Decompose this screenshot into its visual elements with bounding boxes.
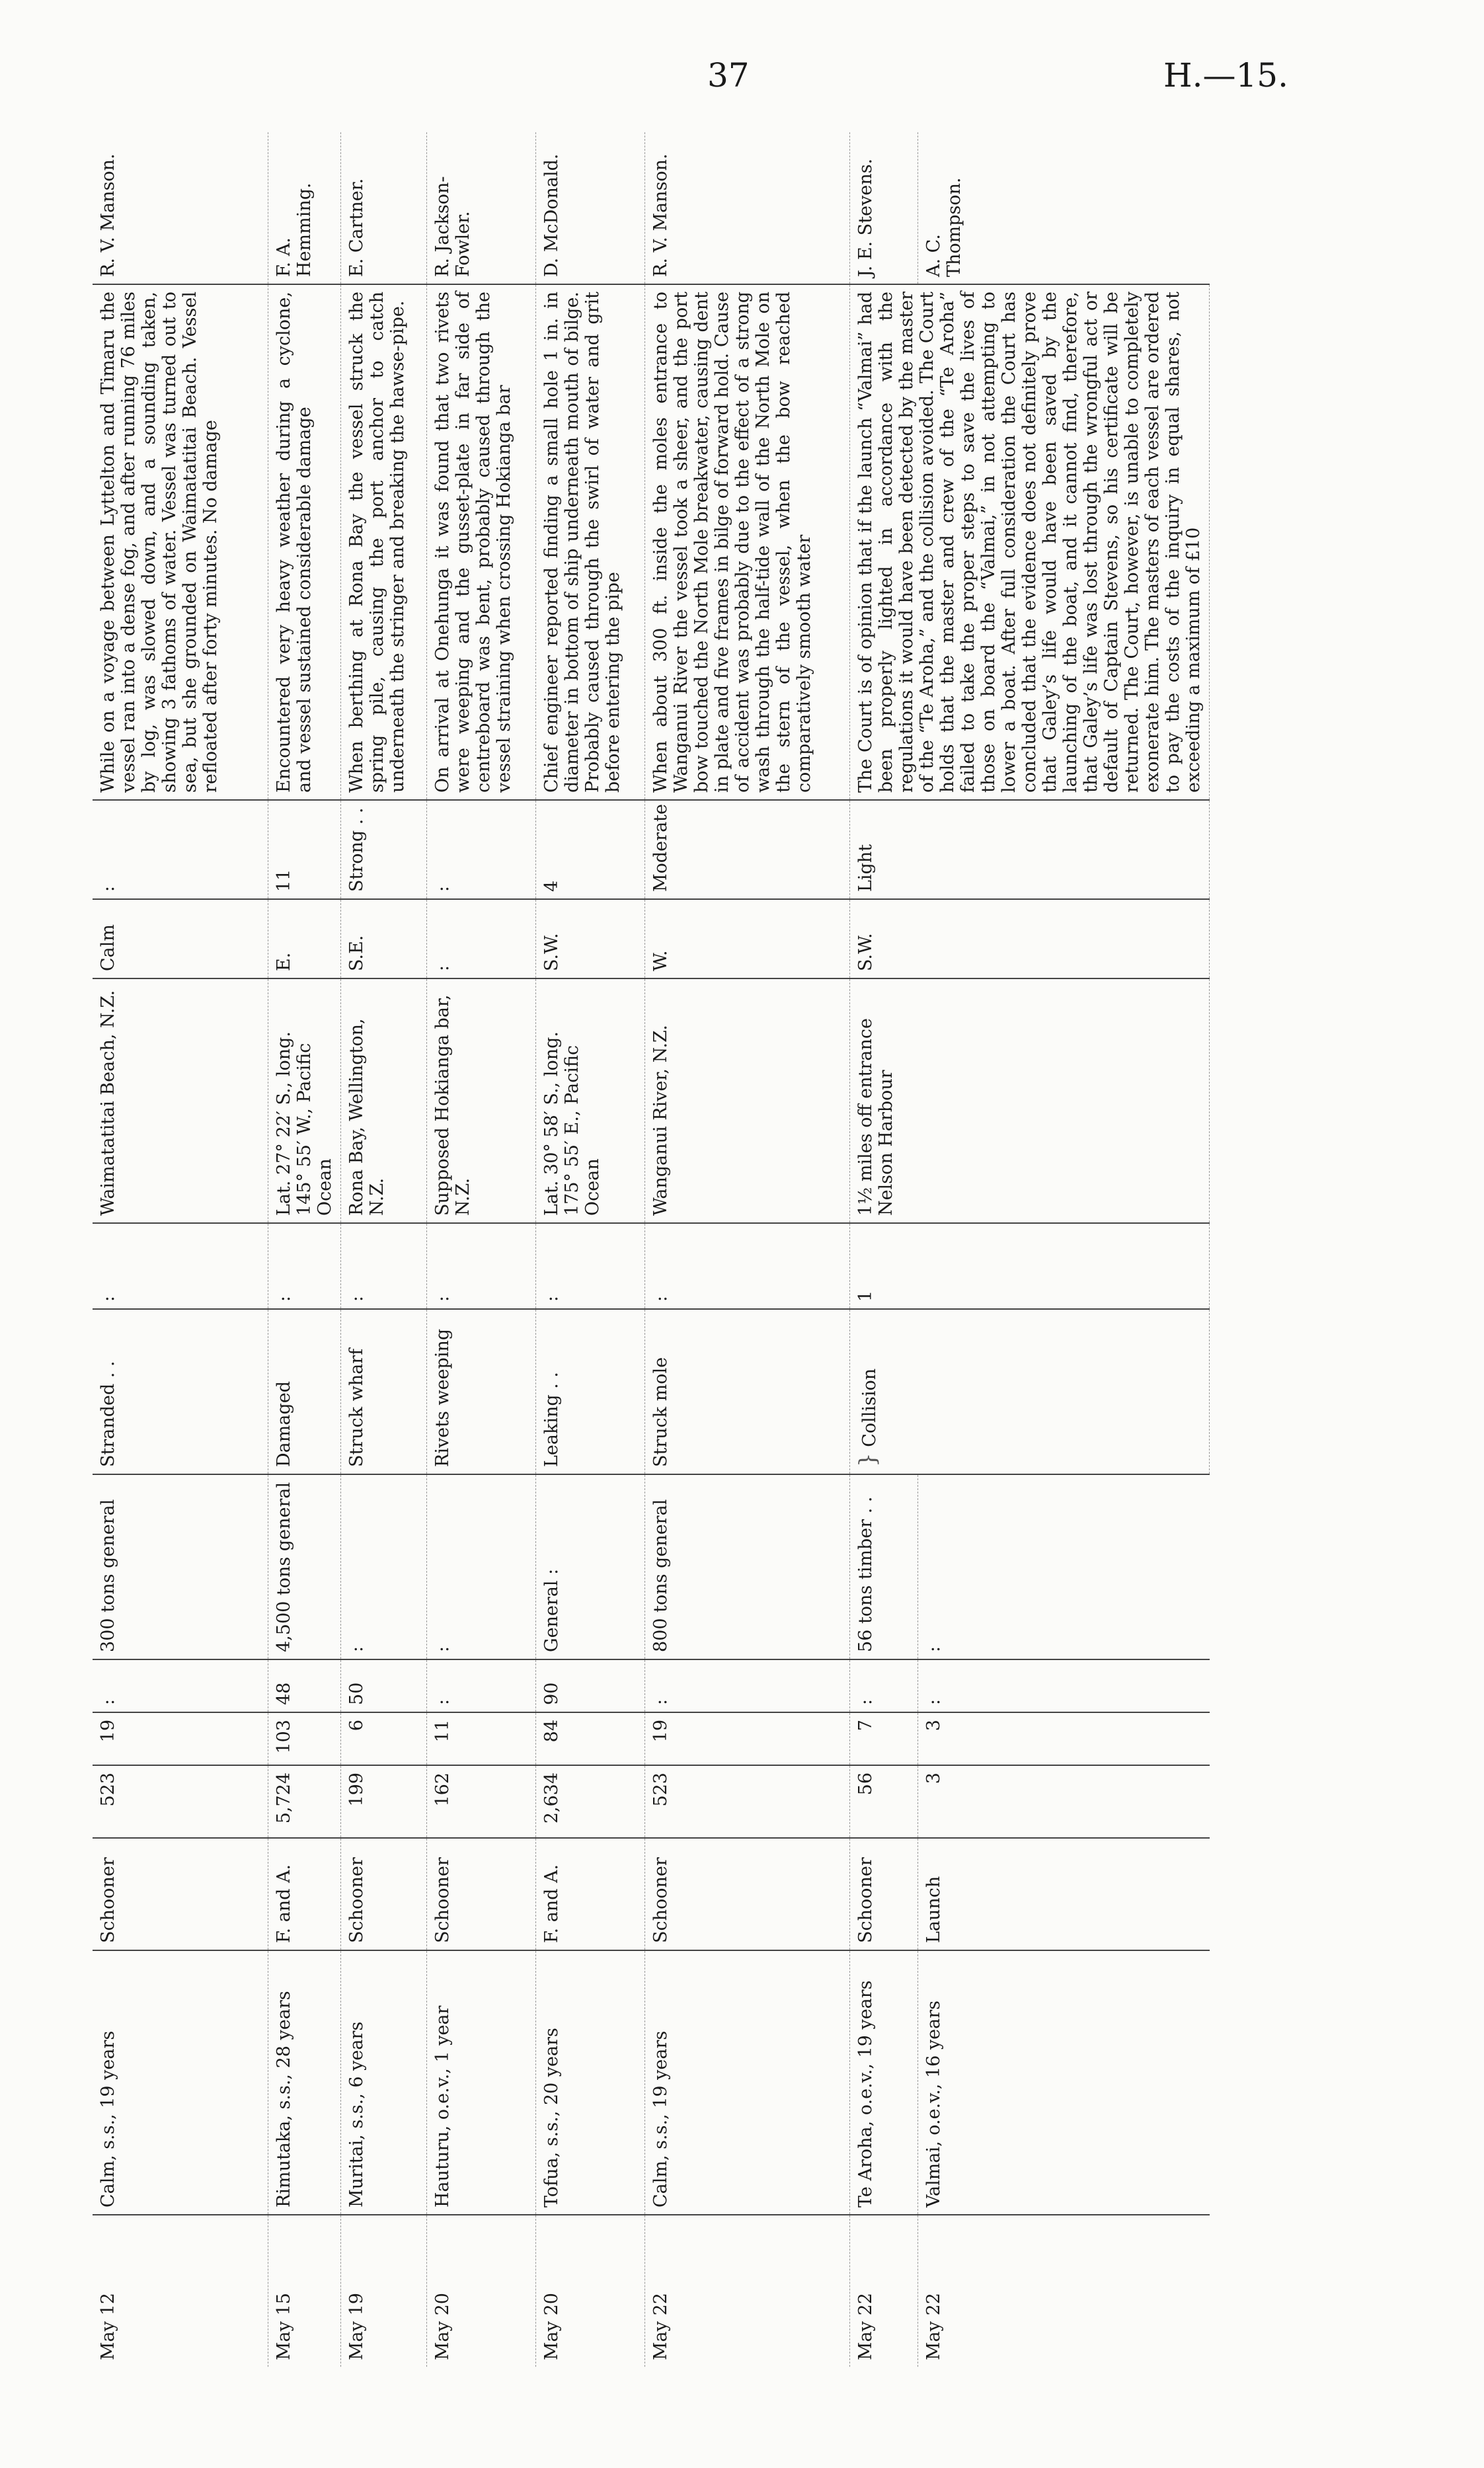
wind-cell: W. — [644, 899, 849, 978]
cargo-cell: 300 tons general — [93, 1474, 268, 1659]
wind-cell: S.E. — [340, 899, 426, 978]
tonnage-cell: 5,724 — [268, 1765, 340, 1838]
rig-cell: Schooner — [644, 1838, 849, 1950]
lives-cell: : — [93, 1223, 268, 1309]
document-reference: H.—15. — [1163, 56, 1289, 95]
vessel-cell: Calm, s.s., 19 years — [644, 1950, 849, 2215]
cargo-cell: 56 tons timber . . — [849, 1474, 918, 1659]
wind-cell: E. — [268, 899, 340, 978]
force-cell: Moderate — [644, 800, 849, 899]
officer-cell: R. Jackson-Fowler. — [426, 132, 535, 284]
collision-nature: Collision — [859, 1368, 880, 1447]
place-cell: Waimatatitai Beach, N.Z. — [93, 978, 268, 1223]
date-cell: May 12 — [93, 2215, 268, 2367]
tonnage-cell: 3 — [918, 1765, 1210, 1838]
passengers-cell: 90 — [535, 1659, 644, 1712]
rig-cell: Schooner — [426, 1838, 535, 1950]
force-cell: 11 — [268, 800, 340, 899]
vessel-cell: Valmai, o.e.v., 16 years — [918, 1950, 1210, 2215]
officer-cell: D. McDonald. — [535, 132, 644, 284]
lives-cell: : — [535, 1223, 644, 1309]
crew-cell: 11 — [426, 1712, 535, 1765]
table-row — [93, 132, 268, 2367]
officer-cell: E. Cartner. — [340, 132, 426, 284]
vessel-cell: Tofua, s.s., 20 years — [535, 1950, 644, 2215]
table-row — [849, 132, 918, 2367]
table-row — [644, 132, 849, 2367]
passengers-cell: 50 — [340, 1659, 426, 1712]
casualty-table — [93, 132, 1210, 2367]
table-row — [340, 132, 426, 2367]
crew-cell: 3 — [918, 1712, 1210, 1765]
details-cell: While on a voyage between Lyttelton and Timaru the vessel ran into a dense fog, and after running 76 miles by log, was slowed down, and a sounding taken, showing 3 fathoms of water. Vessel was turned out to sea, but she grounded on Waimatatitai Beach. Vessel refloated after forty minutes. No damage — [93, 284, 268, 800]
lives-cell: : — [426, 1223, 535, 1309]
officer-cell: R. V. Manson. — [644, 132, 849, 284]
date-cell: May 15 — [268, 2215, 340, 2367]
crew-cell: 7 — [849, 1712, 918, 1765]
table-row — [268, 132, 340, 2367]
nature-cell: Damaged — [268, 1309, 340, 1474]
collision-wind-cell: S.W. — [849, 899, 1210, 978]
wind-cell: Calm — [93, 899, 268, 978]
passengers-cell: : — [93, 1659, 268, 1712]
passengers-cell: : — [918, 1659, 1210, 1712]
tonnage-cell: 162 — [426, 1765, 535, 1838]
tonnage-cell: 199 — [340, 1765, 426, 1838]
passengers-cell: : — [426, 1659, 535, 1712]
date-cell: May 22 — [918, 2215, 1210, 2367]
details-cell: When berthing at Rona Bay the vessel struck the spring pile, causing the port anchor to catch underneath the stringer and breaking the hawse-pipe. — [340, 284, 426, 800]
date-cell: May 20 — [426, 2215, 535, 2367]
lives-cell: : — [340, 1223, 426, 1309]
officer-cell: A. C. Thompson. — [923, 177, 965, 277]
nature-cell: Struck mole — [644, 1309, 849, 1474]
nature-cell: Rivets weeping — [426, 1309, 535, 1474]
place-cell: Wanganui River, N.Z. — [644, 978, 849, 1223]
rotated-table — [93, 132, 1368, 2367]
collision-lives-cell: 1 — [849, 1223, 1210, 1309]
vessel-cell: Muritai, s.s., 6 years — [340, 1950, 426, 2215]
vessel-cell: Hauturu, o.e.v., 1 year — [426, 1950, 535, 2215]
force-cell: 4 — [535, 800, 644, 899]
casualty-table-frame — [93, 132, 1368, 2367]
vessel-cell: Calm, s.s., 19 years — [93, 1950, 268, 2215]
force-cell: : — [93, 800, 268, 899]
place-cell: Supposed Hokianga bar, N.Z. — [426, 978, 535, 1223]
tonnage-cell: 523 — [644, 1765, 849, 1838]
lives-cell: : — [268, 1223, 340, 1309]
officer-cell: J. E. Stevens. — [849, 132, 918, 284]
rig-cell: F. and A. — [535, 1838, 644, 1950]
lives-cell: : — [644, 1223, 849, 1309]
date-cell: May 20 — [535, 2215, 644, 2367]
vessel-cell: Te Aroha, o.e.v., 19 years — [849, 1950, 918, 2215]
nature-cell: Stranded . . — [93, 1309, 268, 1474]
wind-cell: : — [426, 899, 535, 978]
cargo-cell: General : — [535, 1474, 644, 1659]
cargo-cell: : — [426, 1474, 535, 1659]
place-cell: Rona Bay, Wellington, N.Z. — [340, 978, 426, 1223]
crew-cell: 103 — [268, 1712, 340, 1765]
collision-force-cell: Light — [849, 800, 1210, 899]
tonnage-cell: 523 — [93, 1765, 268, 1838]
cargo-cell: 800 tons general — [644, 1474, 849, 1659]
force-cell: Strong . . — [340, 800, 426, 899]
details-cell: Encountered very heavy weather during a cyclone, and vessel sustained considerable damage — [268, 284, 340, 800]
crew-cell: 6 — [340, 1712, 426, 1765]
page-number: 37 — [707, 56, 750, 95]
cargo-cell: : — [918, 1474, 1210, 1659]
date-cell: May 19 — [340, 2215, 426, 2367]
cargo-cell: 4,500 tons general — [268, 1474, 340, 1659]
rig-cell: F. and A. — [268, 1838, 340, 1950]
tonnage-cell: 56 — [849, 1765, 918, 1838]
tonnage-cell: 2,634 — [535, 1765, 644, 1838]
rig-cell: Schooner — [93, 1838, 268, 1950]
place-cell: Lat. 27° 22′ S., long. 145° 55′ W., Pacific Ocean — [268, 978, 340, 1223]
rig-cell: Schooner — [849, 1838, 918, 1950]
passengers-cell: 48 — [268, 1659, 340, 1712]
collision-details-cell: The Court is of opinion that if the launch “Valmai” had been properly lighted in accordance with the regulations it would have been detected by the master of the “Te Aroha,” and the collision avoided. The Court holds that the master and crew of the “Te Aroha” failed to take the proper steps to save the lives of those on board the “Valmai,” in not attempting to lower a boat. After full consideration the Court has concluded that the evidence does not definitely prove that Galey’s life would have been saved by the launching of the boat, and it cannot find, therefore, that Galey’s life was lost through the wrongful act or default of Captain Stevens, so his certificate will be returned. The Court, however, is unable to completely exonerate him. The masters of each vessel are ordered to pay the costs of the inquiry in equal shares, not exceeding a maximum of £10 — [849, 284, 1210, 800]
officer-cell: R. V. Manson. — [93, 132, 268, 284]
crew-cell: 19 — [644, 1712, 849, 1765]
date-cell: May 22 — [644, 2215, 849, 2367]
details-cell: On arrival at Onehunga it was found that two rivets were weeping and the gusset-plate in far side of centreboard was bent, probably caused through the vessel straining when crossing Hokianga bar — [426, 284, 535, 800]
nature-cell: Struck wharf — [340, 1309, 426, 1474]
wind-cell: S.W. — [535, 899, 644, 978]
rig-cell: Launch — [918, 1838, 1210, 1950]
vessel-cell: Rimutaka, s.s., 28 years — [268, 1950, 340, 2215]
table-row — [535, 132, 644, 2367]
crew-cell: 84 — [535, 1712, 644, 1765]
date-cell: May 22 — [849, 2215, 918, 2367]
details-cell: Chief engineer reported finding a small hole 1 in. in diameter in bottom of ship underneath mouth of bilge. Probably caused through the swirl of water and grit before entering the pipe — [535, 284, 644, 800]
details-cell: When about 300 ft. inside the moles entrance to Wanganui River the vessel took a sheer, and the port bow touched the North Mole breakwater, causing dent in plate and five frames in bilge of forward hold. Cause of accident was probably due to the effect of a strong wash through the half-tide wall of the North Mole on the stern of the vessel, when the bow reached comparatively smooth water — [644, 284, 849, 800]
collision-nature-cell — [849, 1309, 1210, 1474]
passengers-cell: : — [849, 1659, 918, 1712]
brace-icon: } — [854, 1453, 881, 1467]
officer-cell: F. A. Hemming. — [268, 132, 340, 284]
crew-cell: 19 — [93, 1712, 268, 1765]
force-cell: : — [426, 800, 535, 899]
passengers-cell: : — [644, 1659, 849, 1712]
table-row — [426, 132, 535, 2367]
rig-cell: Schooner — [340, 1838, 426, 1950]
cargo-cell: : — [340, 1474, 426, 1659]
place-cell: Lat. 30° 58′ S., long. 175° 55′ E., Pacific Ocean — [535, 978, 644, 1223]
nature-cell: Leaking . . — [535, 1309, 644, 1474]
collision-place-cell: 1½ miles off entrance Nelson Harbour — [849, 978, 1210, 1223]
